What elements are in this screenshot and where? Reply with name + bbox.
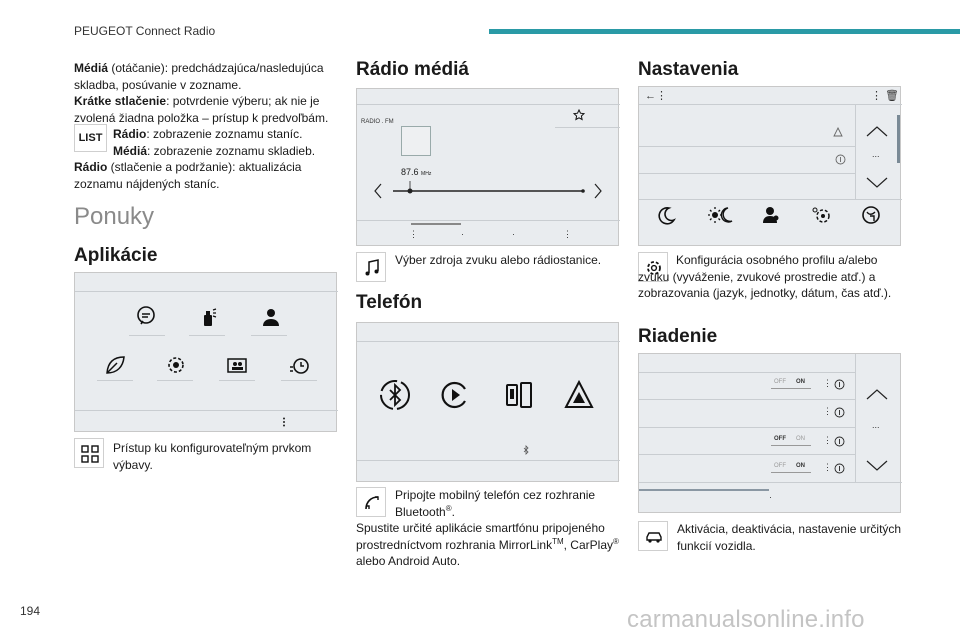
- toggle-underline: [771, 388, 811, 389]
- night-mode-icon[interactable]: [657, 205, 677, 225]
- contacts-icon[interactable]: [225, 353, 249, 377]
- phone-handset-icon: [363, 494, 381, 512]
- more-options-icon[interactable]: [282, 417, 286, 427]
- dot-separator: ·: [769, 492, 772, 502]
- toggle-off-label[interactable]: OFF: [774, 463, 786, 469]
- bluetooth-icon[interactable]: [379, 379, 411, 411]
- short-press-paragraph: Krátke stlačenie: potvrdenie výberu; ak nie je zvolená žiadna položka – prístup k predvoľbám.: [74, 94, 329, 125]
- settings-screen: [638, 86, 901, 246]
- frequency-readout: 87.6 MHz: [401, 167, 432, 177]
- music-note-icon: [363, 259, 381, 277]
- toggle-off-label[interactable]: OFF: [774, 436, 786, 442]
- media-paragraph: Médiá (otáčanie): predchádzajúca/nasledujúca skladba, posúvanie v zozname.: [74, 61, 324, 92]
- messages-icon[interactable]: [135, 305, 159, 329]
- dot-separator: ·: [461, 229, 464, 239]
- scrollbar[interactable]: [897, 115, 900, 163]
- page-indicator: ...: [872, 420, 880, 430]
- info-icon[interactable]: [834, 407, 845, 418]
- apps-heading: Aplikácie: [74, 245, 158, 266]
- timer-icon[interactable]: [287, 353, 311, 377]
- radio-icon-box: [356, 252, 386, 282]
- control-screen: [638, 353, 901, 513]
- radio-description: Výber zdroja zvuku alebo rádiostanice.: [395, 253, 602, 267]
- carplay-icon[interactable]: [439, 379, 471, 411]
- list-button-badge: LIST: [74, 124, 107, 152]
- header-accent-bar: [489, 29, 960, 34]
- more-options-icon[interactable]: ⋮: [563, 229, 572, 239]
- radio-hold-paragraph: Rádio (stlačenie a podržanie): aktualizácia zoznamu nájdených staníc.: [74, 160, 302, 191]
- running-header: PEUGEOT Connect Radio: [74, 24, 216, 38]
- control-heading: Riadenie: [638, 326, 718, 347]
- back-arrow-icon[interactable]: ←⋮: [645, 90, 667, 102]
- toggle-on-label[interactable]: ON: [796, 436, 805, 442]
- brightness-icon[interactable]: [707, 205, 733, 225]
- phone-icon-box: [356, 487, 386, 517]
- settings-heading: Nastavenia: [638, 59, 739, 80]
- mirrorlink-icon[interactable]: [503, 379, 535, 411]
- scroll-up-chevron-icon[interactable]: [865, 125, 889, 137]
- phone-heading: Telefón: [356, 292, 423, 313]
- info-icon[interactable]: [834, 436, 845, 447]
- apps-screen: [74, 272, 337, 432]
- page-indicator: ...: [872, 149, 880, 159]
- progress-indicator: [639, 489, 769, 491]
- toggle-underline: [771, 445, 811, 446]
- watermark: carmanualsonline.info: [627, 606, 865, 633]
- favorite-star-icon[interactable]: [573, 109, 585, 121]
- phone-description-1: Pripojte mobilný telefón cez rozhranie Bluetooth®.: [395, 488, 596, 519]
- radio-media-heading: Rádio médiá: [356, 59, 469, 80]
- gear-car-icon[interactable]: [163, 353, 187, 377]
- toggle-underline: [771, 472, 811, 473]
- warning-icon: [833, 127, 843, 137]
- user-icon[interactable]: [259, 305, 283, 329]
- radio-screen: [356, 88, 619, 246]
- radio-band-label: RADIO . FM: [361, 119, 394, 125]
- language-icon[interactable]: [861, 205, 881, 225]
- more-options-icon[interactable]: ⋮: [409, 229, 418, 239]
- dot-separator: ·: [512, 229, 515, 239]
- system-settings-icon[interactable]: [811, 205, 833, 225]
- control-icon-box: [638, 521, 668, 551]
- apps-description: Prístup ku konfigurovateľným prvkom výbavy.: [113, 441, 312, 472]
- phone-screen: [356, 322, 619, 482]
- spray-icon[interactable]: [197, 305, 221, 329]
- info-icon[interactable]: [834, 463, 845, 474]
- toggle-on-label[interactable]: ON: [796, 379, 805, 385]
- profile-icon[interactable]: [761, 205, 781, 225]
- grid-icon: [81, 445, 99, 463]
- scroll-down-chevron-icon[interactable]: [865, 177, 889, 189]
- trash-icon[interactable]: ⋮ 🗑: [871, 90, 900, 102]
- column-1: [74, 60, 336, 126]
- phone-description-2: Spustite určité aplikácie smartfónu pripojeného prostredníctvom rozhrania MirrorLink™, CarPlay® alebo Android Auto.: [356, 521, 619, 569]
- more-options-icon[interactable]: ⋮: [823, 406, 832, 416]
- bluetooth-status-icon: [523, 445, 529, 455]
- tuning-slider[interactable]: [373, 181, 603, 201]
- settings-description: Konfigurácia osobného profilu a/alebo zvuku (vyváženie, zvukové prostredie atď.) a zobrazovania (jazyk, jednotky, dátum, čas atď.).: [638, 253, 892, 301]
- more-options-icon[interactable]: ⋮: [823, 378, 832, 388]
- more-options-icon[interactable]: ⋮: [823, 435, 832, 445]
- scroll-down-chevron-icon[interactable]: [865, 460, 889, 472]
- scroll-up-chevron-icon[interactable]: [865, 388, 889, 400]
- more-options-icon[interactable]: ⋮: [823, 462, 832, 472]
- toggle-on-label[interactable]: ON: [796, 463, 805, 469]
- menus-heading: Ponuky: [74, 203, 155, 230]
- car-icon: [645, 528, 663, 546]
- info-icon: [835, 154, 846, 165]
- page-number: 194: [20, 604, 41, 618]
- info-icon[interactable]: [834, 379, 845, 390]
- eco-leaf-icon[interactable]: [103, 353, 127, 377]
- station-artwork: [401, 126, 431, 156]
- android-auto-icon[interactable]: [563, 379, 595, 411]
- list-descriptions: Rádio: zobrazenie zoznamu staníc. Médiá: zobrazenie zoznamu skladieb.: [113, 127, 316, 158]
- apps-icon-box: [74, 438, 104, 468]
- control-description: Aktivácia, deaktivácia, nastavenie určitých funkcií vozidla.: [677, 522, 902, 553]
- toggle-off-label[interactable]: OFF: [774, 379, 786, 385]
